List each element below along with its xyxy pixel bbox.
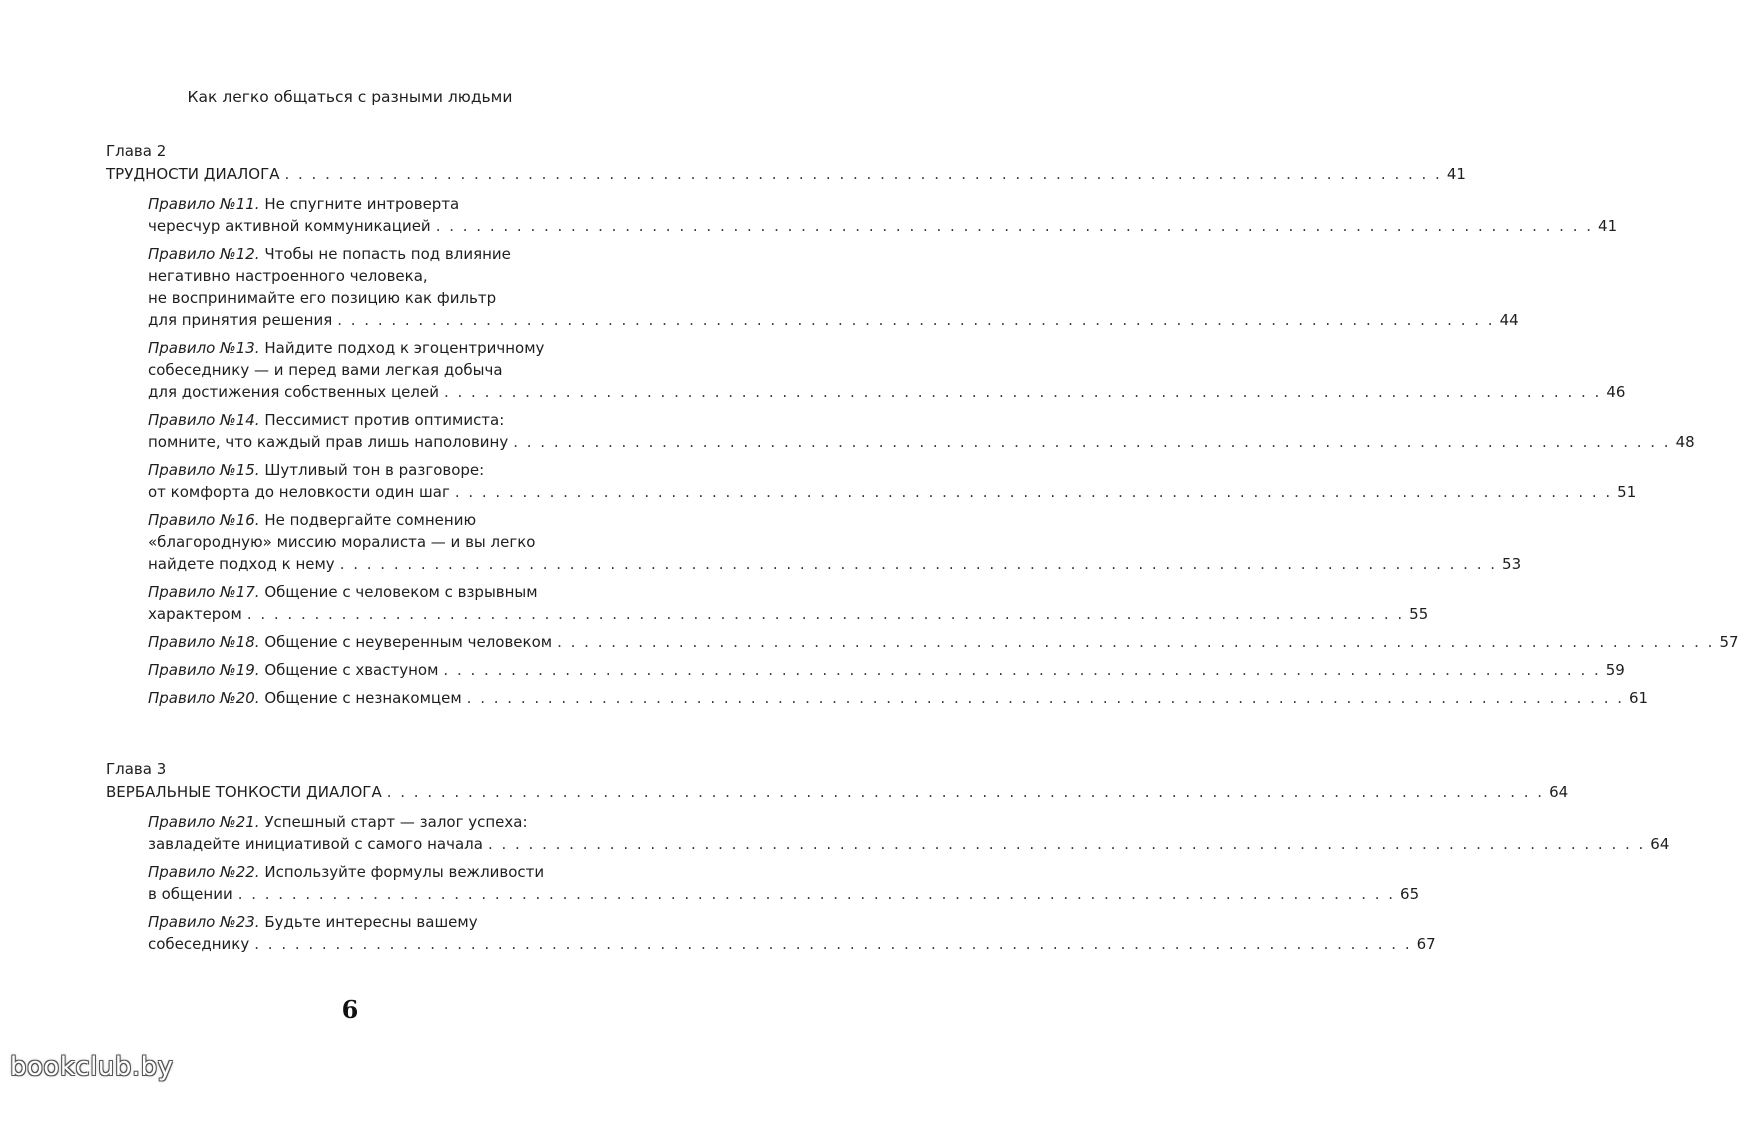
rule-text-line: от комфорта до неловкости один шаг — [148, 483, 450, 501]
rule-text-line: Шутливый тон в разговоре: — [264, 461, 485, 479]
rule-prefix: Правило №22. — [148, 863, 260, 881]
toc-entry-line — [148, 215, 1618, 237]
toc-entry-line — [148, 631, 1739, 653]
rule-text-line: «благородную» миссию моралиста — и вы легко — [148, 533, 536, 551]
toc-entry-text — [148, 933, 249, 955]
rule-text-line: негативно настроенного человека, — [148, 267, 428, 285]
rule-text-line: завладейте инициативой с самого начала — [148, 835, 483, 853]
toc-entry-text — [148, 883, 233, 905]
toc-entry-line — [148, 337, 624, 359]
toc-rule-entry[interactable] — [106, 337, 1626, 403]
rule-prefix: Правило №12. — [148, 245, 260, 263]
rule-prefix: Правило №16. — [148, 511, 260, 529]
toc-page-number: 67 — [1416, 935, 1436, 953]
chapter-label: Глава 3 — [106, 760, 167, 778]
toc-entry-line — [148, 861, 624, 883]
rule-text-line: Общение с незнакомцем — [264, 689, 462, 707]
toc-entry-text — [148, 309, 332, 331]
toc-entry-text — [148, 381, 439, 403]
dot-leader: . . . . . . . . . . . . . . . . . . . . . . . . . . . . . . . . . . . . . . . . . . . . . . . . . . . . . . . . . . . . . . . . . . . . . . . . . . . . . . . . . . . . . . — [513, 433, 1671, 451]
toc-rule-entry[interactable] — [106, 409, 1695, 453]
rule-prefix: Правило №18. — [148, 633, 260, 651]
toc-entry-line — [148, 603, 1429, 625]
dot-leader: . . . . . . . . . . . . . . . . . . . . . . . . . . . . . . . . . . . . . . . . . . . . . . . . . . . . . . . . . . . . . . . . . . . . . . . . . . . . . . . . . . . . . . — [284, 165, 1442, 183]
toc-entry-line — [148, 381, 1626, 403]
toc-entry-line — [148, 659, 1625, 681]
rule-text-line: помните, что каждый прав лишь наполовину — [148, 433, 509, 451]
toc-entry-line — [148, 883, 1420, 905]
toc-entry-text — [148, 631, 552, 653]
toc-entry-line — [148, 481, 1637, 503]
rule-text-line: найдете подход к нему — [148, 555, 335, 573]
rule-text-line: Найдите подход к эгоцентричному — [264, 339, 545, 357]
toc-page-number: 48 — [1675, 433, 1695, 451]
rule-prefix: Правило №23. — [148, 913, 260, 931]
dot-leader: . . . . . . . . . . . . . . . . . . . . . . . . . . . . . . . . . . . . . . . . . . . . . . . . . . . . . . . . . . . . . . . . . . . . . . . . . . . . . . . . . . . . . . — [487, 835, 1646, 853]
rule-text-line: в общении — [148, 885, 233, 903]
toc-page-number: 61 — [1629, 689, 1649, 707]
rule-prefix: Правило №15. — [148, 461, 260, 479]
toc-page-number: 64 — [1650, 835, 1670, 853]
toc-entry-text — [148, 481, 450, 503]
chapter-title-entry[interactable] — [106, 163, 1466, 185]
toc-entry-text — [106, 163, 279, 185]
toc-entry-line — [148, 243, 624, 265]
rule-text-line: Общение с хвастуном — [264, 661, 439, 679]
rule-text-line: Не подвергайте сомнению — [264, 511, 477, 529]
toc-rule-entry[interactable] — [106, 811, 1670, 855]
toc-entry-line — [148, 431, 1695, 453]
dot-leader: . . . . . . . . . . . . . . . . . . . . . . . . . . . . . . . . . . . . . . . . . . . . . . . . . . . . . . . . . . . . . . . . . . . . . . . . . . . . . . . . . . . . . . — [466, 689, 1625, 707]
toc-rule-entry[interactable] — [106, 509, 1522, 575]
rule-text-line: Чтобы не попасть под влияние — [264, 245, 511, 263]
dot-leader: . . . . . . . . . . . . . . . . . . . . . . . . . . . . . . . . . . . . . . . . . . . . . . . . . . . . . . . . . . . . . . . . . . . . . . . . . . . . . . . . . . . . . . — [435, 217, 1594, 235]
rule-text-line: чересчур активной коммуникацией — [148, 217, 431, 235]
toc-rule-entry[interactable] — [106, 243, 1519, 331]
toc-page-number: 41 — [1446, 165, 1466, 183]
table-of-contents — [106, 0, 1739, 1000]
rule-prefix: Правило №13. — [148, 339, 260, 357]
rule-prefix: Правило №21. — [148, 813, 260, 831]
chapter-title-entry[interactable] — [106, 781, 1569, 803]
page-number: 6 — [341, 995, 359, 1024]
toc-entry-line — [148, 553, 1522, 575]
chapter-title: ВЕРБАЛЬНЫЕ ТОНКОСТИ ДИАЛОГА — [106, 783, 382, 801]
toc-entry-line — [148, 265, 624, 287]
watermark: bookclub.by — [10, 1052, 174, 1082]
chapter-title: ТРУДНОСТИ ДИАЛОГА — [106, 165, 280, 183]
rule-prefix: Правило №19. — [148, 661, 260, 679]
rule-text-line: для принятия решения — [148, 311, 333, 329]
toc-entry-line — [148, 833, 1670, 855]
toc-entry-text — [106, 781, 382, 803]
dot-leader: . . . . . . . . . . . . . . . . . . . . . . . . . . . . . . . . . . . . . . . . . . . . . . . . . . . . . . . . . . . . . . . . . . . . . . . . . . . . . . . . . . . . . . — [386, 783, 1545, 801]
toc-page-number: 57 — [1719, 633, 1739, 651]
toc-rule-entry[interactable] — [106, 581, 1429, 625]
rule-text-line: для достижения собственных целей — [148, 383, 439, 401]
rule-text-line: Успешный старт — залог успеха: — [264, 813, 528, 831]
rule-text-line: собеседнику — [148, 935, 250, 953]
toc-entry-text — [148, 687, 462, 709]
toc-entry-line — [148, 409, 624, 431]
rule-text-line: Не спугните интроверта — [264, 195, 460, 213]
toc-entry-line — [148, 581, 624, 603]
toc-rule-entry[interactable] — [106, 631, 1739, 653]
toc-entry-line — [148, 531, 624, 553]
toc-entry-line — [148, 359, 624, 381]
toc-page-number: 65 — [1400, 885, 1420, 903]
rule-text-line: не воспринимайте его позицию как фильтр — [148, 289, 497, 307]
dot-leader: . . . . . . . . . . . . . . . . . . . . . . . . . . . . . . . . . . . . . . . . . . . . . . . . . . . . . . . . . . . . . . . . . . . . . . . . . . . . . . . . . . . . . . — [454, 483, 1613, 501]
toc-page-number: 41 — [1598, 217, 1618, 235]
toc-entry-text — [148, 431, 508, 453]
dot-leader: . . . . . . . . . . . . . . . . . . . . . . . . . . . . . . . . . . . . . . . . . . . . . . . . . . . . . . . . . . . . . . . . . . . . . . . . . . . . . . . . . . . . . . — [443, 383, 1602, 401]
rule-prefix: Правило №17. — [148, 583, 260, 601]
rule-text-line: Используйте формулы вежливости — [264, 863, 545, 881]
dot-leader: . . . . . . . . . . . . . . . . . . . . . . . . . . . . . . . . . . . . . . . . . . . . . . . . . . . . . . . . . . . . . . . . . . . . . . . . . . . . . . . . . . . . . . — [557, 633, 1715, 651]
toc-entry-line — [148, 933, 1436, 955]
toc-rule-entry[interactable] — [106, 687, 1649, 709]
toc-entry-text — [148, 215, 431, 237]
dot-leader: . . . . . . . . . . . . . . . . . . . . . . . . . . . . . . . . . . . . . . . . . . . . . . . . . . . . . . . . . . . . . . . . . . . . . . . . . . . . . . . . . . . . . . — [237, 885, 1396, 903]
dot-leader: . . . . . . . . . . . . . . . . . . . . . . . . . . . . . . . . . . . . . . . . . . . . . . . . . . . . . . . . . . . . . . . . . . . . . . . . . . . . . . . . . . . . . . — [246, 605, 1405, 623]
toc-entry-line — [148, 309, 1519, 331]
toc-entry-line — [148, 193, 624, 215]
toc-page-number: 44 — [1499, 311, 1519, 329]
toc-rule-entry[interactable] — [106, 459, 1637, 503]
toc-page-number: 46 — [1606, 383, 1626, 401]
running-title: Как легко общаться с разными людьми — [187, 88, 513, 106]
chapter-label: Глава 2 — [106, 142, 167, 160]
toc-entry-line — [148, 287, 624, 309]
toc-entry-line — [148, 509, 624, 531]
toc-entry-line — [106, 781, 1569, 803]
rule-text-line: характером — [148, 605, 242, 623]
toc-page-number: 64 — [1549, 783, 1569, 801]
toc-entry-line — [148, 811, 624, 833]
dot-leader: . . . . . . . . . . . . . . . . . . . . . . . . . . . . . . . . . . . . . . . . . . . . . . . . . . . . . . . . . . . . . . . . . . . . . . . . . . . . . . . . . . . . . . — [339, 555, 1498, 573]
toc-rule-entry[interactable] — [106, 861, 1420, 905]
rule-text-line: Общение с неуверенным человеком — [264, 633, 553, 651]
toc-entry-text — [148, 553, 335, 575]
rule-prefix: Правило №11. — [148, 195, 260, 213]
rule-text-line: Будьте интересны вашему — [264, 913, 478, 931]
toc-rule-entry[interactable] — [106, 193, 1618, 237]
rule-text-line: Общение с человеком с взрывным — [264, 583, 538, 601]
dot-leader: . . . . . . . . . . . . . . . . . . . . . . . . . . . . . . . . . . . . . . . . . . . . . . . . . . . . . . . . . . . . . . . . . . . . . . . . . . . . . . . . . . . . . . — [337, 311, 1495, 329]
toc-entry-line — [106, 163, 1466, 185]
rule-text-line: собеседнику — и перед вами легкая добыча — [148, 361, 503, 379]
toc-page-number: 53 — [1502, 555, 1522, 573]
toc-entry-text — [148, 603, 242, 625]
toc-rule-entry[interactable] — [106, 911, 1436, 955]
toc-entry-line — [148, 459, 624, 481]
rule-prefix: Правило №20. — [148, 689, 260, 707]
dot-leader: . . . . . . . . . . . . . . . . . . . . . . . . . . . . . . . . . . . . . . . . . . . . . . . . . . . . . . . . . . . . . . . . . . . . . . . . . . . . . . . . . . . . . . — [254, 935, 1412, 953]
toc-page-number: 51 — [1617, 483, 1637, 501]
rule-prefix: Правило №14. — [148, 411, 260, 429]
toc-rule-entry[interactable] — [106, 659, 1625, 681]
rule-text-line: Пессимист против оптимиста: — [264, 411, 505, 429]
toc-page-number: 59 — [1605, 661, 1625, 679]
toc-entry-line — [148, 687, 1649, 709]
toc-entry-text — [148, 659, 438, 681]
toc-page-number: 55 — [1409, 605, 1429, 623]
toc-entry-text — [148, 833, 483, 855]
toc-entry-line — [148, 911, 624, 933]
dot-leader: . . . . . . . . . . . . . . . . . . . . . . . . . . . . . . . . . . . . . . . . . . . . . . . . . . . . . . . . . . . . . . . . . . . . . . . . . . . . . . . . . . . . . . — [443, 661, 1601, 679]
